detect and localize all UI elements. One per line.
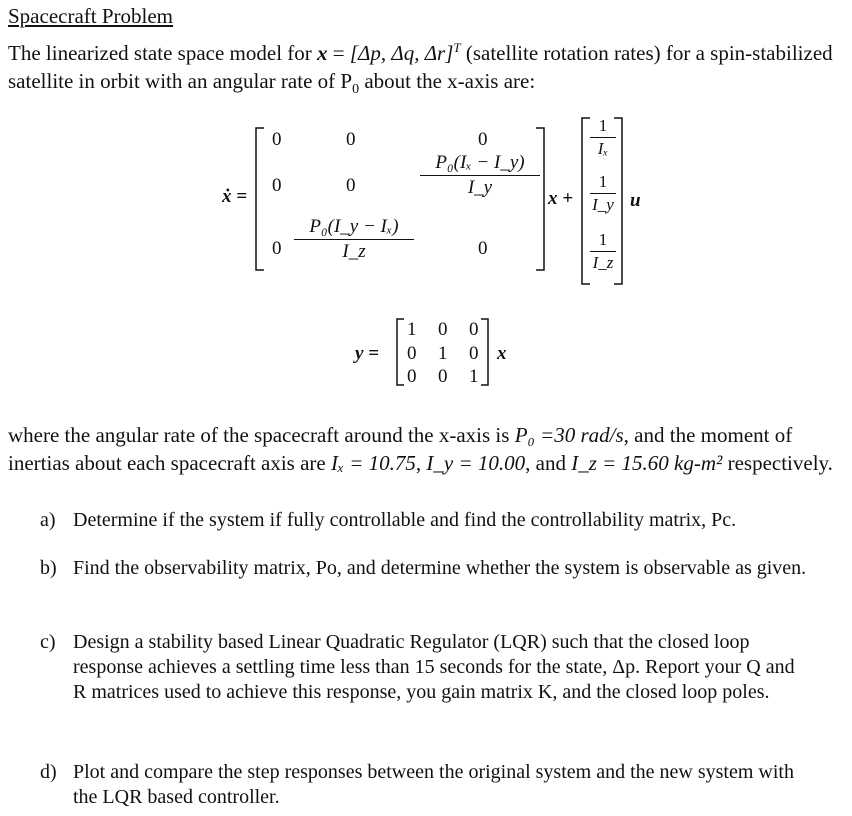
c22: 1 [438, 343, 448, 364]
a32-bar [294, 239, 414, 240]
intro-x-var: x [317, 41, 328, 65]
y-x-var: x [497, 343, 507, 364]
intro-vector: [Δp, Δq, Δr] [349, 41, 454, 65]
intro-paragraph [8, 34, 838, 104]
a23-fraction [420, 152, 540, 199]
question-a [40, 508, 810, 533]
params-iy: I_y = 10.00 [426, 451, 526, 475]
params-t3: respectively. [722, 451, 833, 475]
c21: 0 [407, 343, 417, 364]
a12: 0 [346, 129, 356, 150]
b2-den: I_y [592, 195, 614, 214]
question-d-text: Plot and compare the step responses between the original system and the new system with the LQR based controller. [73, 761, 794, 808]
a23-num: P₀(Iₓ − I_y) [435, 152, 525, 173]
params-t2: , and the moment of inertias about each spacecraft axis are [8, 423, 793, 475]
a23-den: I_y [467, 177, 493, 198]
c11: 1 [407, 319, 417, 340]
question-b [40, 556, 810, 581]
b1-num: 1 [598, 116, 608, 135]
params-c1: , [415, 451, 427, 475]
y-lhs: y = [355, 343, 380, 364]
intro-rest: (satellite rotation rates) for a spin-stabilized satellite in orbit with an angular rate of P [8, 41, 833, 93]
a13: 0 [478, 129, 488, 150]
question-b-label: b) [40, 557, 57, 579]
intro-tail: about the x-axis are: [359, 69, 536, 93]
c32: 0 [438, 366, 448, 387]
c-matrix-left-bracket [393, 316, 407, 388]
intro-lead: The linearized state space model for [8, 41, 318, 65]
question-d-label: d) [40, 761, 57, 783]
question-c-label: c) [40, 631, 56, 653]
intro-sub: 0 [352, 82, 360, 98]
c13: 0 [469, 319, 479, 340]
b-vector-right-bracket [610, 114, 626, 288]
a-matrix-left-bracket [250, 124, 270, 274]
intro-sup: T [453, 40, 461, 55]
params-iz: I_z = 15.60 kg-m² [571, 451, 723, 475]
question-d [40, 760, 810, 810]
question-a-label: a) [40, 509, 56, 531]
a32-den: I_z [342, 241, 366, 262]
params-p0: P₀ =30 rad/s [514, 423, 624, 447]
c23: 0 [469, 343, 479, 364]
c33: 1 [469, 366, 479, 387]
b3-num: 1 [598, 230, 608, 249]
a32-fraction [294, 216, 414, 263]
a31: 0 [272, 238, 282, 259]
b3-den: I_z [592, 253, 614, 272]
a-matrix-right-bracket [530, 124, 550, 274]
page-title: Spacecraft Problem [8, 4, 174, 28]
parameters-paragraph [8, 421, 838, 477]
question-a-text: Determine if the system if fully controllable and find the controllability matrix, Pc. [73, 509, 737, 531]
c31: 0 [407, 366, 417, 387]
question-b-text: Find the observability matrix, Po, and determine whether the system is observable as given. [73, 557, 807, 579]
question-c-text: Design a stability based Linear Quadratic Regulator (LQR) such that the closed loop response achieves a settling time less than 15 seconds for the state, Δp. Report your Q and R matrices used to achieve this response, you gain matrix K, and the closed loop poles. [73, 631, 795, 703]
a22: 0 [346, 175, 356, 196]
b2-num: 1 [598, 172, 608, 191]
a33: 0 [478, 238, 488, 259]
a32-num: P₀(I_y − Iₓ) [309, 216, 399, 237]
a21: 0 [272, 175, 282, 196]
params-ix: Iₓ = 10.75 [331, 451, 416, 475]
xdot-lhs: ẋ = [222, 186, 248, 207]
params-t1: where the angular rate of the spacecraft around the x-axis is [8, 423, 515, 447]
c-matrix-right-bracket [478, 316, 492, 388]
params-c2: , and [525, 451, 572, 475]
a23-bar [420, 175, 540, 176]
intro-eq: = [327, 41, 350, 65]
a11: 0 [272, 129, 282, 150]
question-c [40, 630, 810, 705]
x-plus: x + [548, 188, 574, 209]
u-input: u [630, 190, 641, 211]
c12: 0 [438, 319, 448, 340]
b1-den: Iₓ [597, 139, 609, 158]
